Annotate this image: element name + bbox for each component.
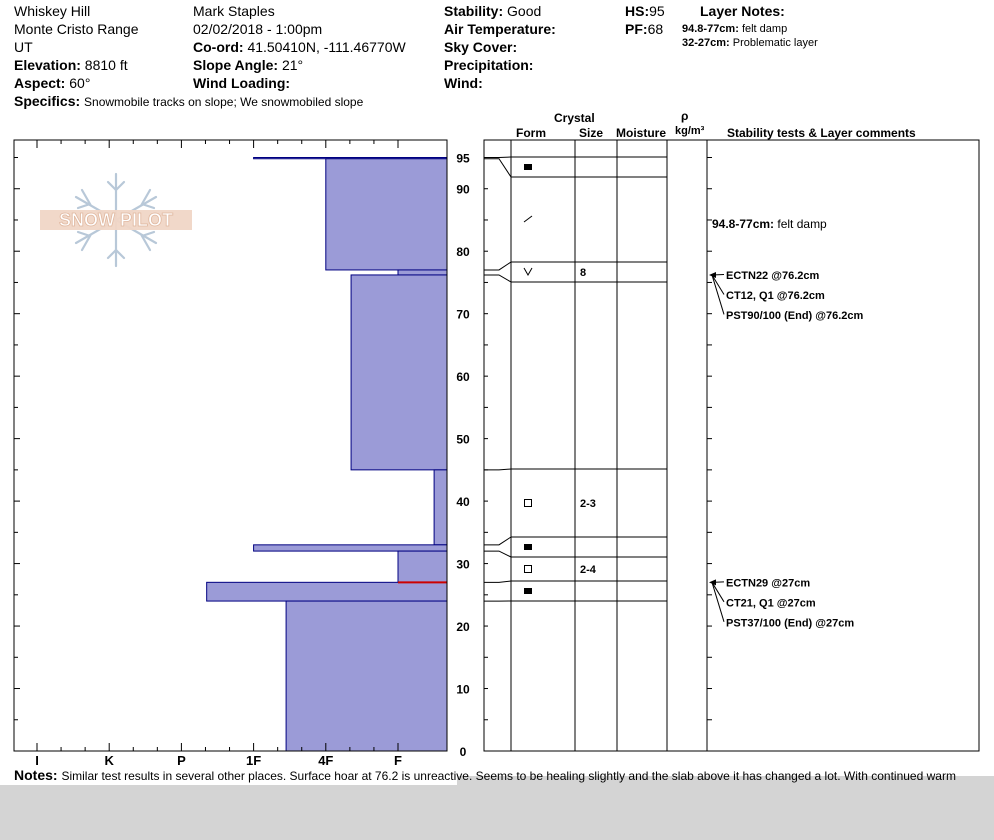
hardness-label: 4F <box>318 753 334 768</box>
depth-label: 0 <box>459 745 467 759</box>
state: UT <box>14 39 33 55</box>
rho-header: ρ <box>681 109 689 123</box>
faceted-icon <box>525 500 532 507</box>
bottom-gray-bar <box>0 785 994 840</box>
snowpilot-logo <box>38 170 198 270</box>
surface-hoar-icon <box>524 268 532 275</box>
right-panel <box>484 140 979 751</box>
air-temperature: Air Temperature: <box>444 21 556 37</box>
layer-note: 94.8-77cm: felt damp <box>682 23 788 35</box>
test-arrow <box>712 582 724 622</box>
crystal-symbols <box>524 164 827 594</box>
aspect: Aspect: 60° <box>14 75 91 91</box>
hardness-layers <box>207 158 447 752</box>
stability-test-results <box>709 270 864 629</box>
snowflake-icon <box>38 170 198 270</box>
test-result: ECTN22 @76.2cm <box>726 269 820 282</box>
form-header: Form <box>516 126 546 140</box>
boundary-connector <box>484 159 511 177</box>
depth-label: 95 <box>456 151 470 166</box>
test-arrow <box>712 582 724 602</box>
depth-label: 50 <box>456 432 470 447</box>
wind: Wind: <box>444 75 483 91</box>
depth-label: 10 <box>456 682 470 697</box>
hardness-label: F <box>394 753 402 768</box>
depth-label: 80 <box>456 245 470 260</box>
notes: Notes: Similar test results in several other places. Surface hoar at 76.2 is unreactive. Seems to be healing slightly and the slab above it has changed a lot. With continued warm <box>14 767 956 783</box>
crystal-size: 8 <box>580 267 587 279</box>
depth-label: 90 <box>456 182 470 197</box>
boundary-connector <box>484 537 511 545</box>
hardness-layer <box>254 545 447 551</box>
hardness-layer <box>398 551 447 582</box>
coordinates: Co-ord: 41.50410N, -111.46770W <box>193 39 406 55</box>
crystal-size: 2-3 <box>580 498 596 510</box>
wind-loading: Wind Loading: <box>193 75 291 91</box>
depth-axis <box>456 152 470 760</box>
layer-table-frame <box>484 140 979 751</box>
hardness-layer <box>398 270 447 275</box>
location: Whiskey Hill <box>14 3 91 19</box>
hardness-label: I <box>35 753 39 768</box>
logo-text: SNOW PILOT <box>59 210 173 230</box>
elevation: Elevation: 8810 ft <box>14 57 128 73</box>
sky-cover: Sky Cover: <box>444 39 518 55</box>
layer-comment: 94.8-77cm: felt damp <box>712 217 827 231</box>
hardness-label: K <box>104 753 114 768</box>
depth-label: 60 <box>456 370 470 385</box>
boundary-connector <box>484 157 511 158</box>
layer-notes-title: Layer Notes: <box>700 3 785 19</box>
boundary-connector <box>484 469 511 470</box>
boundary-connector <box>484 551 511 557</box>
hardness-label: P <box>177 753 186 768</box>
boundary-connector <box>484 262 511 270</box>
hs: HS:95 <box>625 3 665 19</box>
test-result: PST37/100 (End) @27cm <box>726 617 855 630</box>
depth-label: 70 <box>456 307 470 322</box>
melt-forms-icon <box>524 164 532 170</box>
test-result: CT12, Q1 @76.2cm <box>726 289 825 302</box>
crystal-size: 2-4 <box>580 564 596 576</box>
hardness-layer <box>434 470 447 545</box>
test-arrow <box>712 275 724 295</box>
density-unit-header: kg/m³ <box>675 125 705 137</box>
range: Monte Cristo Range <box>14 21 139 37</box>
boundary-connector <box>484 581 511 582</box>
datetime: 02/02/2018 - 1:00pm <box>193 21 323 37</box>
test-result: ECTN29 @27cm <box>726 577 811 590</box>
hardness-layer <box>207 582 447 601</box>
melt-forms-icon <box>524 588 532 594</box>
depth-label: 30 <box>456 557 470 572</box>
specifics: Specifics: Snowmobile tracks on slope; We snowmobiled slope <box>14 93 364 109</box>
observer: Mark Staples <box>193 3 275 19</box>
slope-angle: Slope Angle: 21° <box>193 57 304 73</box>
hardness-layer <box>351 275 447 470</box>
depth-label: 40 <box>456 495 470 510</box>
test-result: PST90/100 (End) @76.2cm <box>726 309 864 322</box>
layer-note: 32-27cm: Problematic layer <box>682 37 818 49</box>
hardness-layer <box>286 601 447 751</box>
moisture-header: Moisture <box>616 126 667 140</box>
comments-header: Stability tests & Layer comments <box>727 126 916 140</box>
crystal-header: Crystal <box>554 111 595 125</box>
faceted-icon <box>525 566 532 573</box>
test-arrow <box>712 275 724 315</box>
melt-forms-icon <box>524 544 532 550</box>
stability: Stability: Good <box>444 3 542 19</box>
precipitation: Precipitation: <box>444 57 534 73</box>
boundary-connector <box>484 275 511 282</box>
size-header: Size <box>579 126 604 140</box>
pf: PF:68 <box>625 21 664 37</box>
decomposing-icon <box>524 216 532 222</box>
test-result: CT21, Q1 @27cm <box>726 597 816 610</box>
hardness-label: 1F <box>246 753 262 768</box>
hardness-layer <box>326 159 447 270</box>
depth-label: 20 <box>456 620 470 635</box>
